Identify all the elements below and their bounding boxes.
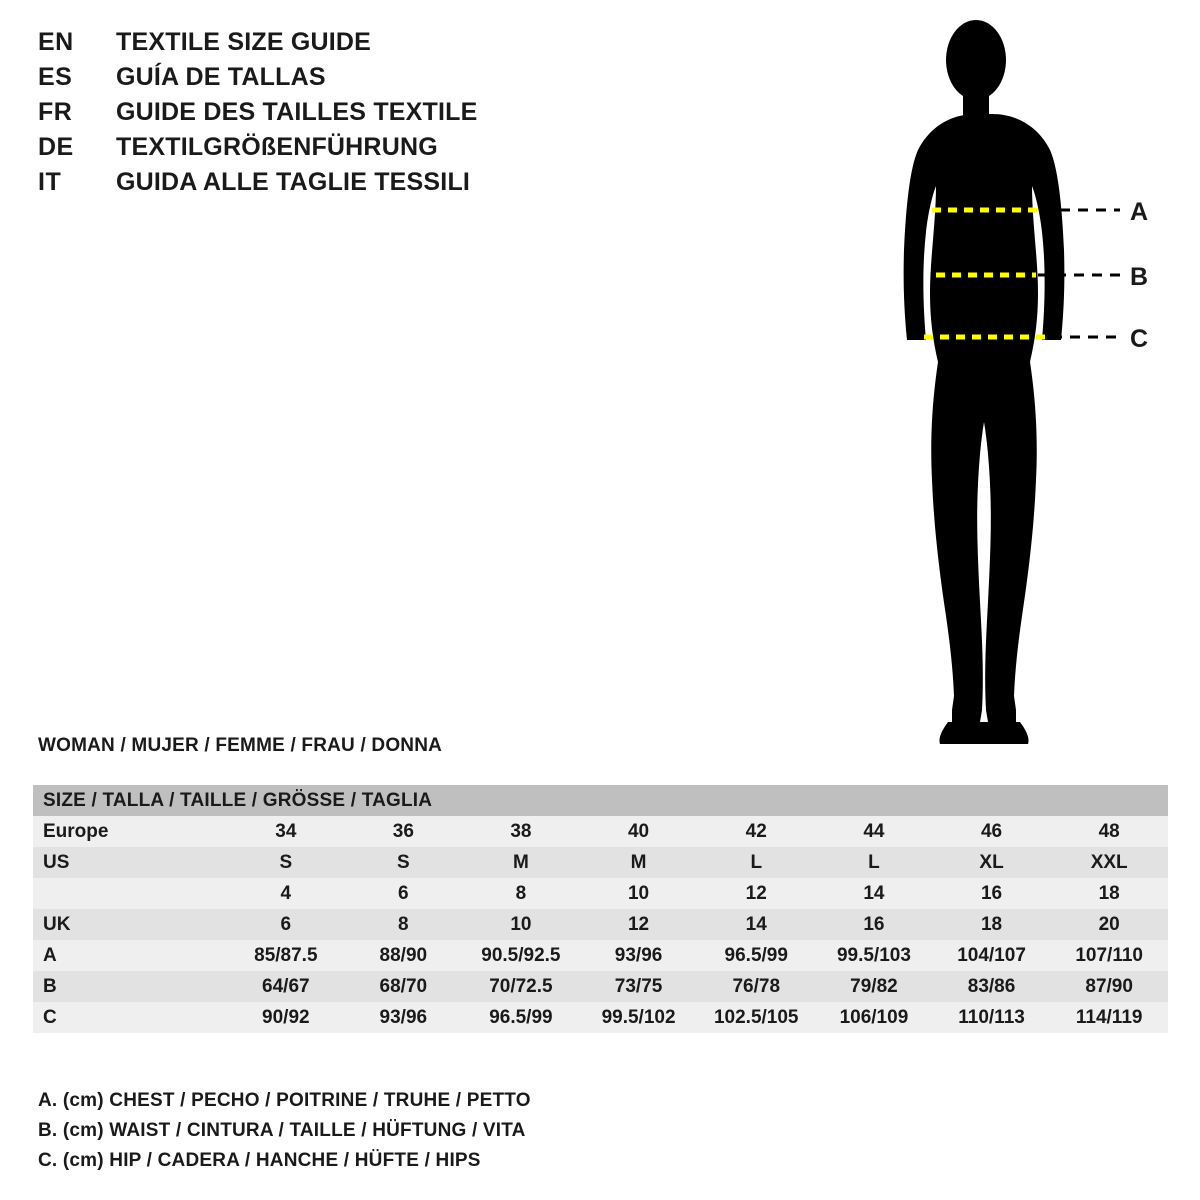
table-cell: 93/96 [614, 944, 663, 966]
row-label: B [43, 975, 57, 997]
language-row [38, 168, 678, 203]
table-cell: 90/92 [262, 1006, 310, 1028]
language-row [38, 133, 678, 168]
marker-label-b: B [1130, 263, 1149, 291]
table-cell: M [512, 851, 529, 873]
table-cell: S [396, 851, 410, 873]
table-cell: 96.5/99 [489, 1006, 553, 1028]
row-label: A [43, 944, 57, 966]
measurement-figure [860, 10, 1190, 750]
table-row [33, 971, 1168, 1002]
footnote-waist: B. (cm) WAIST / CINTURA / TAILLE / HÜFTUNG / VITA [38, 1120, 526, 1141]
table-cell: 40 [627, 820, 650, 842]
footnote-hip: C. (cm) HIP / CADERA / HANCHE / HÜFTE / HIPS [38, 1150, 481, 1171]
row-label [33, 878, 227, 909]
language-code: DE [38, 133, 74, 161]
table-cell: 6 [280, 913, 292, 935]
row-label: C [43, 1006, 57, 1028]
table-cell: 90.5/92.5 [481, 944, 561, 966]
table-cell: 87/90 [1085, 975, 1133, 997]
table-cell: 68/70 [379, 975, 428, 997]
table-header-row [33, 785, 1168, 816]
table-cell: 107/110 [1075, 944, 1143, 966]
table-cell: 96.5/99 [724, 944, 788, 966]
table-cell: 99.5/103 [836, 944, 911, 966]
table-cell: 46 [980, 820, 1003, 842]
language-row [38, 98, 678, 133]
table-cell: 76/78 [732, 975, 781, 997]
table-row [33, 909, 1168, 940]
table-cell: 36 [392, 820, 414, 842]
language-title: GUIDA ALLE TAGLIE TESSILI [116, 168, 471, 196]
table-cell: 14 [863, 882, 885, 904]
table-cell: 12 [627, 913, 650, 935]
table-cell: 18 [980, 913, 1003, 935]
table-cell: L [750, 851, 763, 873]
language-title: TEXTILGRÖßENFÜHRUNG [116, 133, 438, 161]
table-cell: 8 [515, 882, 527, 904]
language-title: TEXTILE SIZE GUIDE [116, 28, 372, 56]
row-label: Europe [43, 820, 109, 842]
footnote-list [38, 1090, 838, 1180]
language-title: GUIDE DES TAILLES TEXTILE [116, 98, 478, 126]
table-cell: 64/67 [262, 975, 310, 997]
table-cell: 48 [1098, 820, 1120, 842]
size-table [33, 785, 1168, 1033]
table-cell: 99.5/102 [601, 1006, 676, 1028]
table-cell: 6 [398, 882, 409, 904]
table-cell: 104/107 [957, 944, 1026, 966]
table-cell: 8 [398, 913, 409, 935]
table-cell: 85/87.5 [254, 944, 318, 966]
language-code: IT [38, 168, 62, 196]
language-title: GUÍA DE TALLAS [116, 63, 326, 91]
language-title-list [38, 28, 678, 203]
table-cell: XL [979, 851, 1004, 873]
table-cell: 10 [510, 913, 532, 935]
table-cell: 88/90 [379, 944, 428, 966]
group-caption: WOMAN / MUJER / FEMME / FRAU / DONNA [38, 735, 443, 756]
table-cell: 70/72.5 [489, 975, 553, 997]
language-code: ES [38, 63, 73, 91]
table-cell: XXL [1090, 851, 1128, 873]
language-row [38, 28, 678, 63]
table-cell: 44 [863, 820, 885, 842]
table-cell: S [279, 851, 293, 873]
table-row [33, 940, 1168, 971]
table-cell: 38 [510, 820, 532, 842]
footnote-chest: A. (cm) CHEST / PECHO / POITRINE / TRUHE / PETTO [38, 1090, 531, 1111]
table-cell: 83/86 [967, 975, 1016, 997]
table-cell: 4 [280, 882, 292, 904]
table-cell: 93/96 [379, 1006, 428, 1028]
table-cell: 79/82 [850, 975, 898, 997]
table-cell: 10 [627, 882, 650, 904]
table-cell: 102.5/105 [713, 1006, 799, 1028]
table-cell: 114/119 [1075, 1006, 1143, 1028]
marker-label-c: C [1130, 325, 1149, 353]
table-cell: L [868, 851, 880, 873]
table-header-cell: SIZE / TALLA / TAILLE / GRÖSSE / TAGLIA [33, 785, 1168, 816]
table-cell: 16 [863, 913, 885, 935]
language-code: FR [38, 98, 73, 126]
table-cell: 16 [980, 882, 1003, 904]
language-row [38, 63, 678, 98]
table-cell: 73/75 [614, 975, 663, 997]
table-row [33, 847, 1168, 878]
woman-silhouette-icon [860, 10, 1190, 750]
row-label: UK [43, 913, 71, 935]
table-cell: 12 [745, 882, 767, 904]
table-row [33, 816, 1168, 847]
table-row [33, 1002, 1168, 1033]
marker-label-a: A [1130, 198, 1149, 226]
language-code: EN [38, 28, 74, 56]
table-cell: 34 [275, 820, 297, 842]
table-cell: 110/113 [958, 1006, 1025, 1028]
table-cell: 20 [1098, 913, 1120, 935]
table-cell: 42 [745, 820, 767, 842]
table-cell: 14 [745, 913, 767, 935]
table-cell: 106/109 [839, 1006, 909, 1028]
table-cell: M [630, 851, 647, 873]
row-label: US [43, 851, 70, 873]
table-row [33, 878, 1168, 909]
table-cell: 18 [1098, 882, 1120, 904]
